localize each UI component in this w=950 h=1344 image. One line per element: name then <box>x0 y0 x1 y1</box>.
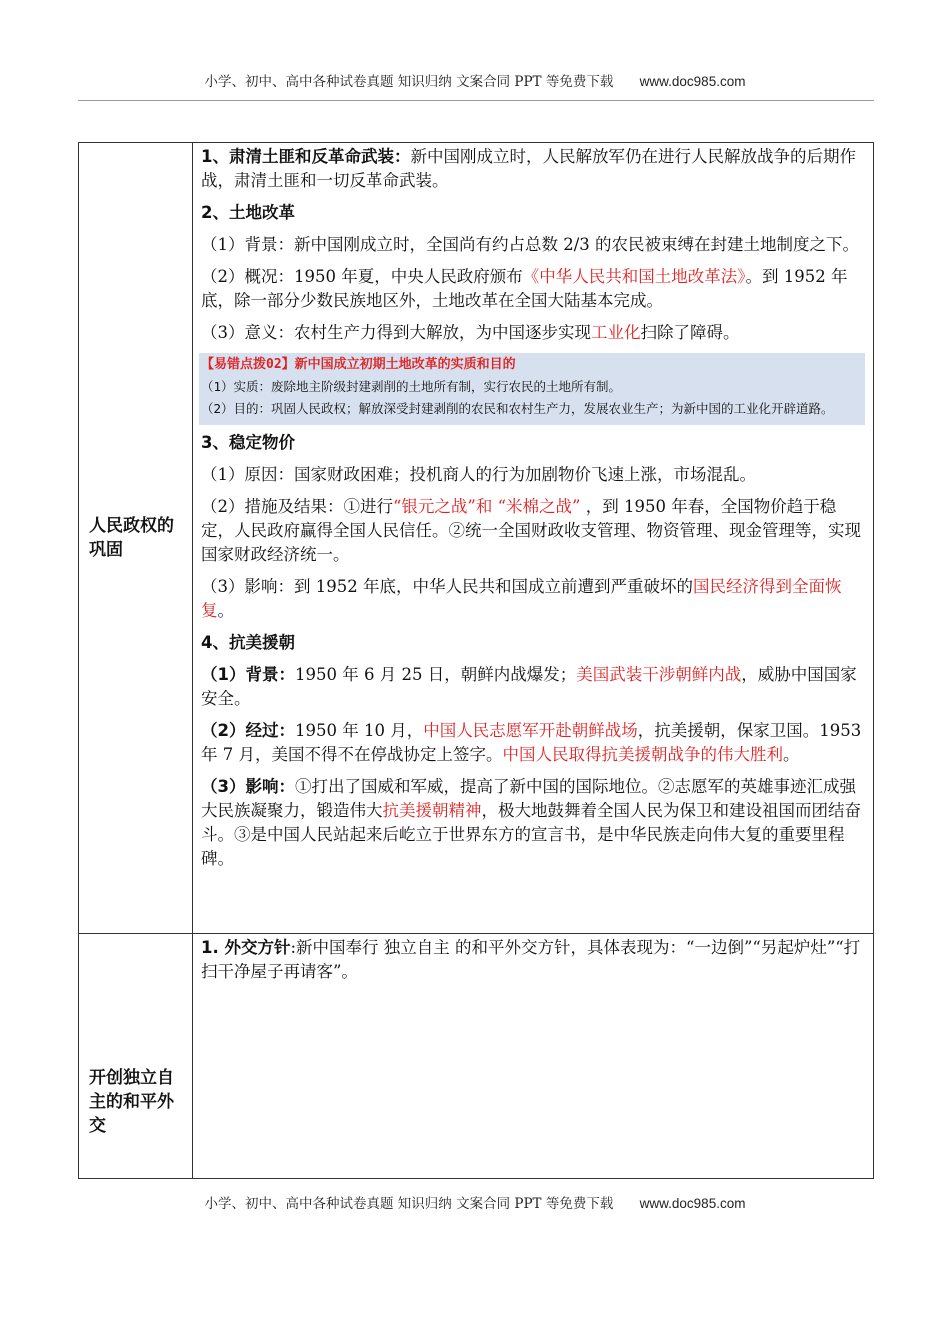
footer-site[interactable]: www.doc985.com <box>639 1196 746 1211</box>
row-label-political-power: 人民政权的巩固 <box>79 143 193 934</box>
korean-war-impact: （3）影响：①打出了国威和军威，提高了新中国的国际地位。②志愿军的英雄事迹汇成强大民族凝聚力，锻造伟大抗美援朝精神，极大地鼓舞着全国人民为保卫和建设祖国而团结奋斗。③是中国人民站起来后屹立于世界东方的宣言书，是中华民族走向伟大复的重要里程碑。 <box>201 777 861 868</box>
notes-table <box>78 142 874 1179</box>
item-suppress-bandits: 1、肃清土匪和反革命武装：新中国刚成立时，人民解放军仍在进行人民解放战争的后期作战，肃清土匪和一切反革命武装。 <box>201 147 856 190</box>
row-label-foreign-policy: 开创独立自主的和平外交 <box>79 934 193 1179</box>
page-footer <box>0 1192 950 1212</box>
land-reform-overview: （2）概况：1950 年夏，中央人民政府颁布《中华人民共和国土地改革法》。到 1952 年底，除一部分少数民族地区外，土地改革在全国大陆基本完成。 <box>201 267 848 310</box>
item-foreign-policy: 1. 外交方针:新中国奉行 独立自主 的和平外交方针，具体表现为：“一边倒”“另起炉灶”“打扫干净屋子再请客”。 <box>201 938 861 981</box>
item-heading: 1、肃清土匪和反革命武装： <box>201 147 411 166</box>
section1-body <box>201 145 865 927</box>
tip-title: 【易错点拨02】新中国成立初期土地改革的实质和目的 <box>201 357 516 372</box>
land-reform-significance: （3）意义：农村生产力得到大解放，为中国逐步实现工业化扫除了障碍。 <box>201 323 740 342</box>
page-header <box>0 70 950 90</box>
land-reform-background: （1）背景：新中国刚成立时，全国尚有约占总数 2/3 的农民被束缚在封建土地制度之下。 <box>201 235 860 254</box>
prices-measures: （2）措施及结果：①进行“银元之战”和 “米棉之战” ，到 1950 年春，全国物价趋于稳定，人民政府赢得全国人民信任。②统一全国财政收支管理、物资管理、现金管理等，实现国家财政经济统一。 <box>201 497 861 564</box>
table-row <box>79 934 874 1179</box>
prices-reason: （1）原因：国家财政困难；投机商人的行为加剧物价飞速上涨，市场混乱。 <box>201 465 756 484</box>
header-text: 小学、初中、高中各种试卷真题 知识归纳 文案合同 PPT 等免费下载 <box>204 74 614 90</box>
tip-line: （1）实质：废除地主阶级封建剥削的土地所有制，实行农民的土地所有制。 <box>201 379 622 394</box>
tip-line: （2）目的：巩固人民政权；解放深受封建剥削的农民和农村生产力，发展农业生产；为新中国的工业化开辟道路。 <box>201 401 834 416</box>
row-content-political-power <box>193 143 874 934</box>
prices-impact: （3）影响：到 1952 年底，中华人民共和国成立前遭到严重破坏的国民经济得到全面恢复。 <box>201 577 842 620</box>
item-heading-stabilize-prices: 3、稳定物价 <box>201 433 295 452</box>
row-content-foreign-policy <box>193 934 874 1179</box>
section2-body <box>201 936 865 1172</box>
header-divider <box>78 100 874 101</box>
korean-war-process: （2）经过：1950 年 10 月，中国人民志愿军开赴朝鲜战场，抗美援朝，保家卫国。1953 年 7 月，美国不得不在停战协定上签字。中国人民取得抗美援朝战争的伟大胜利。 <box>201 721 862 764</box>
table-row <box>79 143 874 934</box>
footer-text: 小学、初中、高中各种试卷真题 知识归纳 文案合同 PPT 等免费下载 <box>204 1196 614 1212</box>
header-site[interactable]: www.doc985.com <box>639 74 746 89</box>
korean-war-background: （1）背景：1950 年 6 月 25 日，朝鲜内战爆发；美国武装干涉朝鲜内战，威胁中国国家安全。 <box>201 665 857 708</box>
item-heading-korean-war: 4、抗美援朝 <box>201 633 295 652</box>
tip-box <box>199 353 865 425</box>
item-heading-land-reform: 2、土地改革 <box>201 203 295 222</box>
